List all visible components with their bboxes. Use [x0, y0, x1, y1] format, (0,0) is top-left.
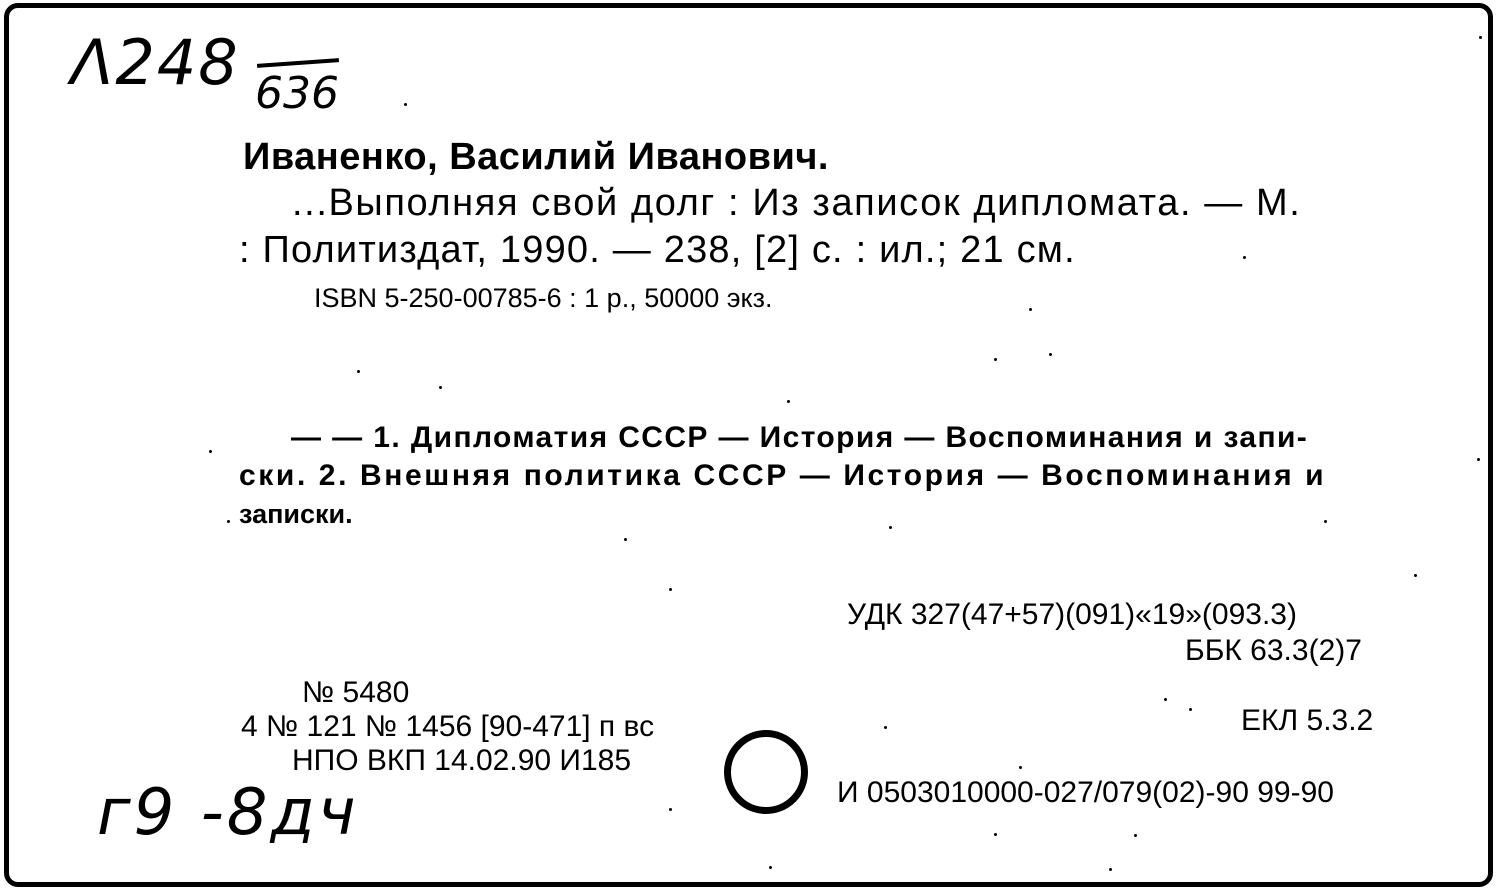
isbn-line: ISBN 5-250-00785-6 : 1 р., 50000 экз.	[314, 283, 773, 313]
print-order: 4 № 121 № 1456 [90-471] п вс	[241, 710, 655, 743]
author-heading: Иваненко, Василий Иванович.	[243, 136, 829, 178]
title-line-1: ...Выполняя свой долг : Из записок дипломата. — М.	[292, 182, 1302, 224]
bbk-code: ББК 63.3(2)7	[1185, 634, 1362, 667]
subject-line-2: ски. 2. Внешняя политика СССР — История — Воспоминания и	[239, 459, 1327, 492]
publisher-info: НПО ВКП 14.02.90 И185	[292, 744, 632, 777]
punch-hole-circle	[724, 730, 808, 814]
fraction-bar	[257, 58, 339, 68]
handwritten-call-number-denominator: 636	[255, 68, 339, 119]
subject-line-3: записки.	[239, 499, 353, 529]
subject-line-1: — — 1. Дипломатия СССР — История — Воспоминания и запи-	[291, 421, 1309, 454]
ekl-code: ЕКЛ 5.3.2	[1241, 704, 1374, 737]
handwritten-shelf-mark: г9 -8дч	[97, 776, 359, 850]
index-code: И 0503010000-027/079(02)-90 99-90	[837, 776, 1334, 809]
print-number: № 5480	[302, 676, 410, 709]
udk-code: УДК 327(47+57)(091)«19»(093.3)	[847, 598, 1297, 631]
handwritten-call-number: Λ248	[71, 26, 240, 99]
catalog-card	[4, 3, 1493, 887]
title-line-2: : Политиздат, 1990. — 238, [2] с. : ил.; 21 см.	[239, 229, 1076, 271]
